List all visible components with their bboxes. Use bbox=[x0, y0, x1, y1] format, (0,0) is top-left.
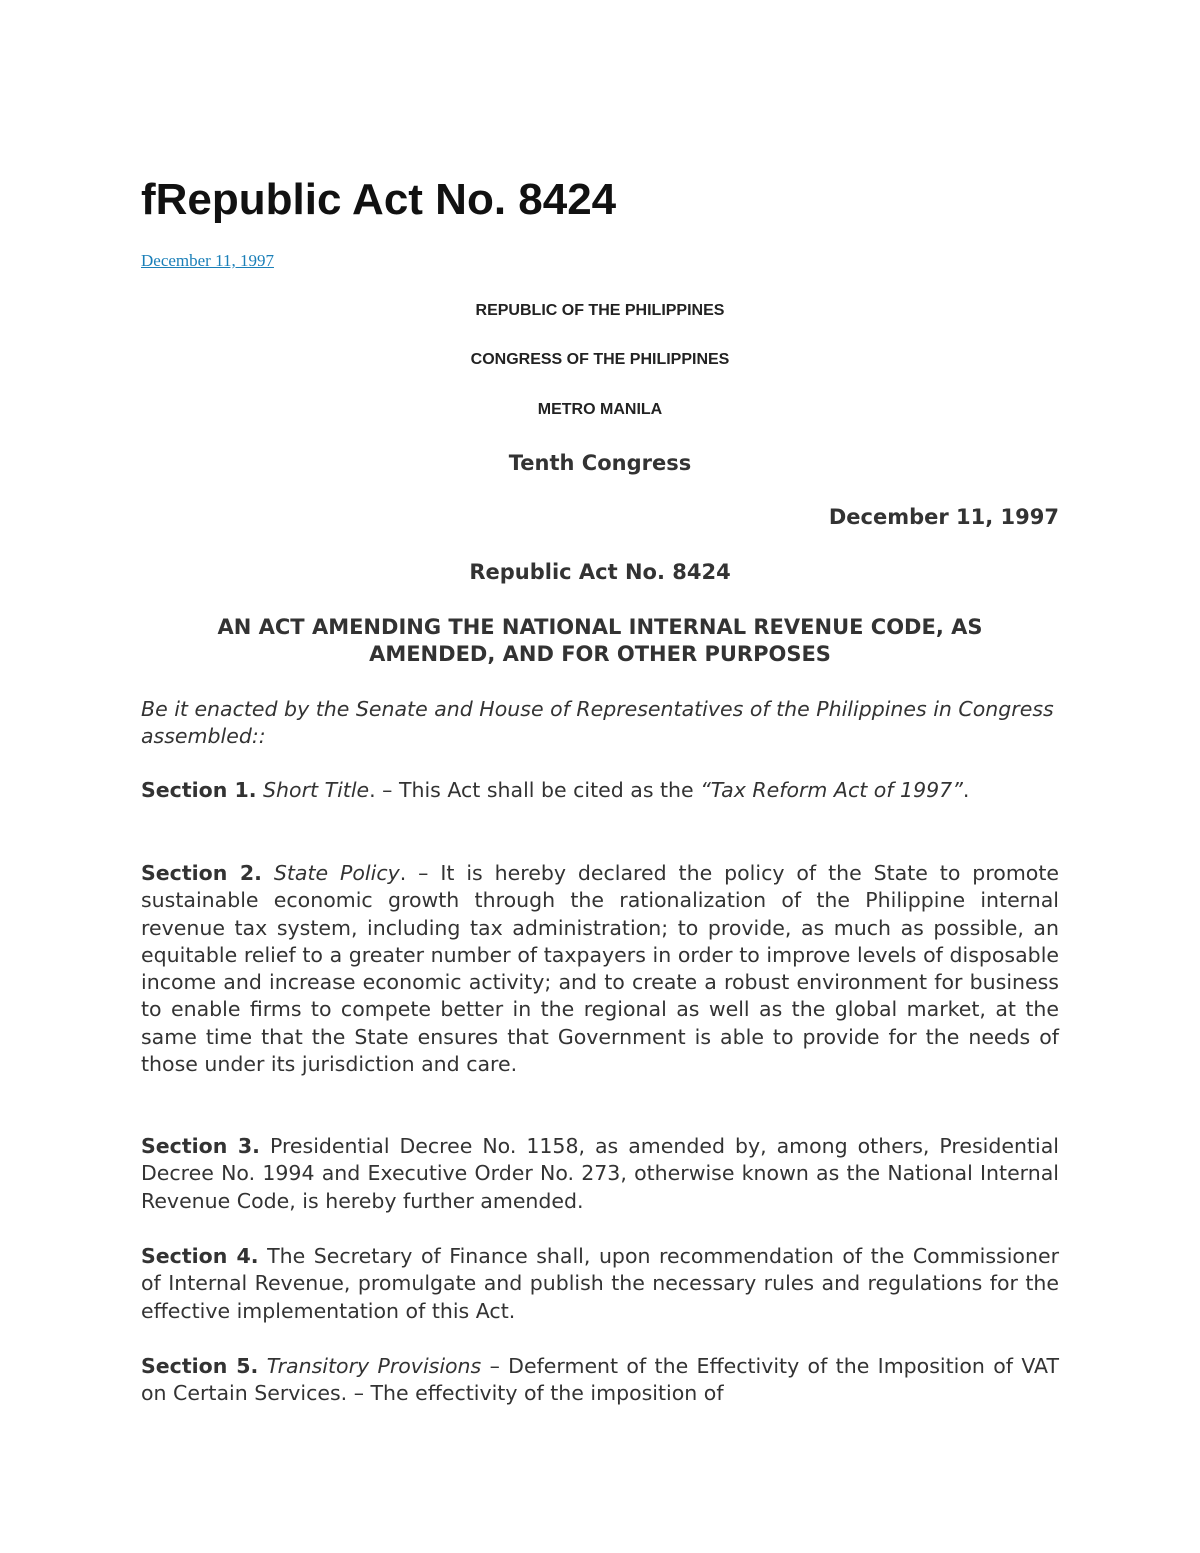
section-5-heading: Transitory Provisions bbox=[266, 1354, 482, 1378]
document-title: fRepublic Act No. 8424 bbox=[141, 175, 617, 224]
section-1-label: Section 1. bbox=[141, 778, 257, 802]
section-3 bbox=[141, 1133, 1059, 1215]
section-2-heading: State Policy bbox=[273, 861, 400, 885]
section-1-end: . bbox=[962, 778, 970, 802]
act-number: Republic Act No. 8424 bbox=[469, 560, 731, 584]
section-3-text: Presidential Decree No. 1158, as amended by, among others, Presidential Decree No. 1994 and Executive Order No. 273, otherwise known as the National Internal Revenue Code, is hereby further amended. bbox=[141, 1134, 1059, 1213]
section-5-text: – Deferment of the Effectivity of the Imposition of VAT on Certain Services. – The effectivity of the imposition of bbox=[141, 1354, 1059, 1406]
header-congress: CONGRESS OF THE PHILIPPINES bbox=[470, 351, 730, 368]
date-link[interactable]: December 11, 1997 bbox=[141, 251, 274, 270]
section-4-text: The Secretary of Finance shall, upon recommendation of the Commissioner of Internal Revenue, promulgate and publish the necessary rules and regulations for the effective implementation of this Act. bbox=[141, 1244, 1059, 1323]
act-date: December 11, 1997 bbox=[828, 505, 1059, 529]
enacting-clause: Be it enacted by the Senate and House of Representatives of the Philippines in Congress assembled:: bbox=[141, 697, 1054, 749]
section-1-heading: Short Title bbox=[263, 778, 370, 802]
act-title: AN ACT AMENDING THE NATIONAL INTERNAL REVENUE CODE, AS AMENDED, AND FOR OTHER PURPOSES bbox=[217, 615, 983, 666]
header-location: METRO MANILA bbox=[537, 401, 663, 418]
section-4 bbox=[141, 1243, 1059, 1325]
section-5-label: Section 5. bbox=[141, 1354, 259, 1378]
header-republic: REPUBLIC OF THE PHILIPPINES bbox=[475, 302, 725, 319]
section-2-label: Section 2. bbox=[141, 861, 262, 885]
section-5 bbox=[141, 1353, 1059, 1408]
section-1-text: . – This Act shall be cited as the bbox=[369, 778, 701, 802]
section-2 bbox=[141, 860, 1059, 1078]
congress-label: Tenth Congress bbox=[508, 451, 692, 475]
section-2-text: . – It is hereby declared the policy of the State to promote sustainable economic growth through the rationalization of the Philippine internal revenue tax system, including tax administration; to provide, as much as possible, an equitable relief to a greater number of taxpayers in order to improve levels of disposable income and increase economic activity; and to create a robust environment for business to enable firms to compete better in the regional as well as the global market, at the same time that the State ensures that Government is able to provide for the needs of those under its jurisdiction and care. bbox=[141, 861, 1059, 1077]
section-3-label: Section 3. bbox=[141, 1134, 260, 1158]
section-1 bbox=[141, 777, 1059, 804]
section-4-label: Section 4. bbox=[141, 1244, 259, 1268]
section-1-quote: “Tax Reform Act of 1997” bbox=[700, 778, 963, 802]
